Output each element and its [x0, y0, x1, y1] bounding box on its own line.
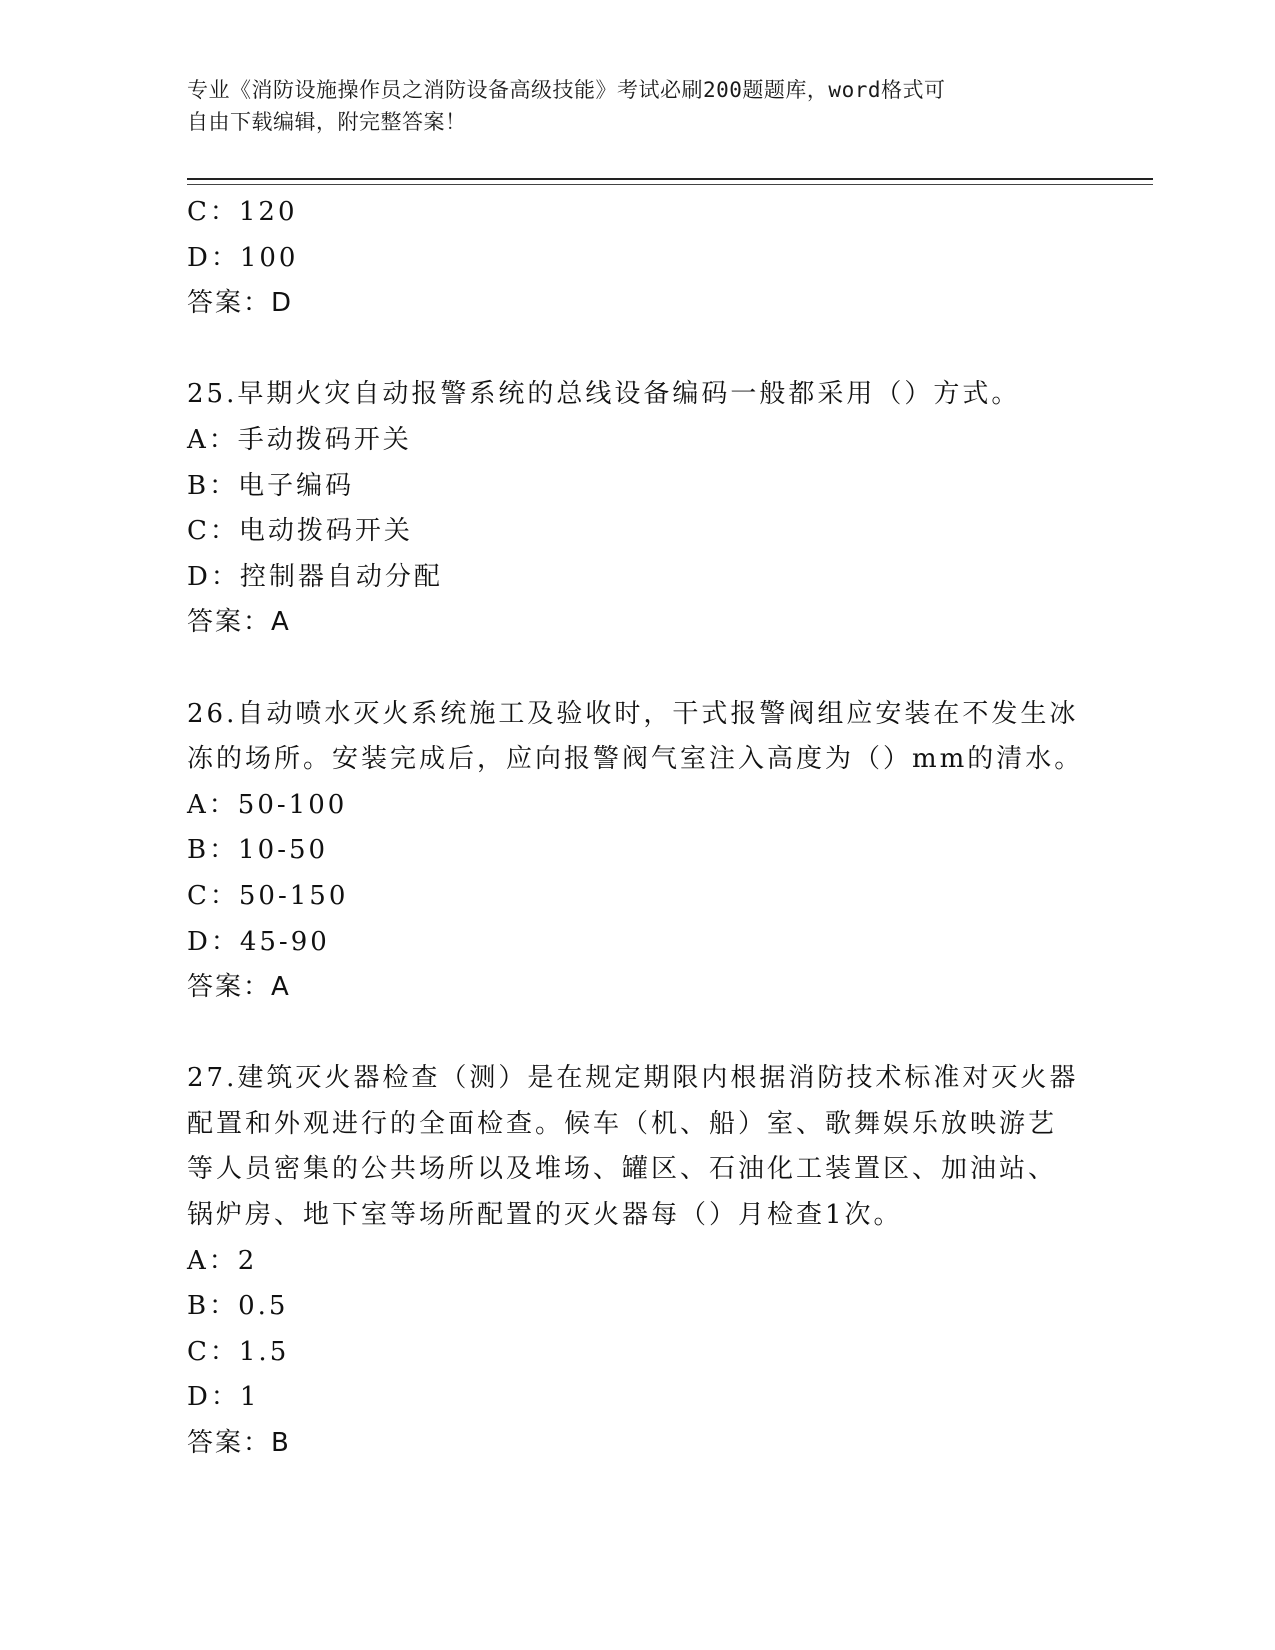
option-c: C：120	[187, 197, 298, 227]
question-block-25	[187, 372, 1087, 646]
spacer	[187, 646, 1087, 692]
option-b: B：0.5	[187, 1291, 289, 1322]
question-block-26	[187, 692, 1087, 1011]
header-divider-thick	[187, 178, 1153, 180]
question-text-line-4: 锅炉房、地下室等场所配置的灭火器每（）月检查1次。	[187, 1200, 903, 1231]
question-text-line-1: 27.建筑灭火器检查（测）是在规定期限内根据消防技术标准对灭火器	[187, 1063, 1079, 1094]
spacer	[187, 1011, 1087, 1057]
option-c: C：电动拨码开关	[187, 516, 413, 547]
question-list	[187, 190, 1087, 1467]
question-text-line-1: 26.自动喷水灭火系统施工及验收时，干式报警阀组应安装在不发生冰	[187, 698, 1079, 729]
header-line-2: 自由下载编辑，附完整答案！	[187, 110, 467, 134]
answer-line: 答案：A	[187, 972, 291, 1003]
header-line-1: 专业《消防设施操作员之消防设备高级技能》考试必刷200题题库，word格式可	[187, 78, 946, 102]
option-a: A：50-100	[187, 789, 348, 820]
question-block-prev	[187, 190, 1087, 327]
question-text-line-3: 等人员密集的公共场所以及堆场、罐区、石油化工装置区、加油站、	[187, 1154, 1058, 1185]
spacer	[187, 327, 1087, 373]
answer-line: 答案：B	[187, 1428, 291, 1459]
answer-line: 答案：D	[187, 288, 294, 319]
option-b: B：10-50	[187, 835, 329, 866]
answer-line: 答案：A	[187, 607, 291, 638]
question-block-27	[187, 1056, 1087, 1466]
option-d: D：控制器自动分配	[187, 561, 443, 592]
option-d: D：45-90	[187, 926, 330, 957]
option-b: B：电子编码	[187, 470, 355, 501]
question-text-line-2: 冻的场所。安装完成后，应向报警阀气室注入高度为（）mm的清水。	[187, 744, 1084, 775]
option-c: C：50-150	[187, 880, 349, 911]
question-text: 25.早期火灾自动报警系统的总线设备编码一般都采用（）方式。	[187, 379, 1021, 410]
option-d: D：100	[187, 242, 299, 273]
document-header	[187, 74, 1087, 138]
question-text-line-2: 配置和外观进行的全面检查。候车（机、船）室、歌舞娱乐放映游艺	[187, 1108, 1058, 1139]
option-a: A：2	[187, 1245, 258, 1276]
header-divider-thin	[187, 184, 1153, 185]
option-a: A：手动拨码开关	[187, 424, 412, 455]
option-c: C：1.5	[187, 1336, 290, 1367]
option-d: D：1	[187, 1382, 260, 1413]
